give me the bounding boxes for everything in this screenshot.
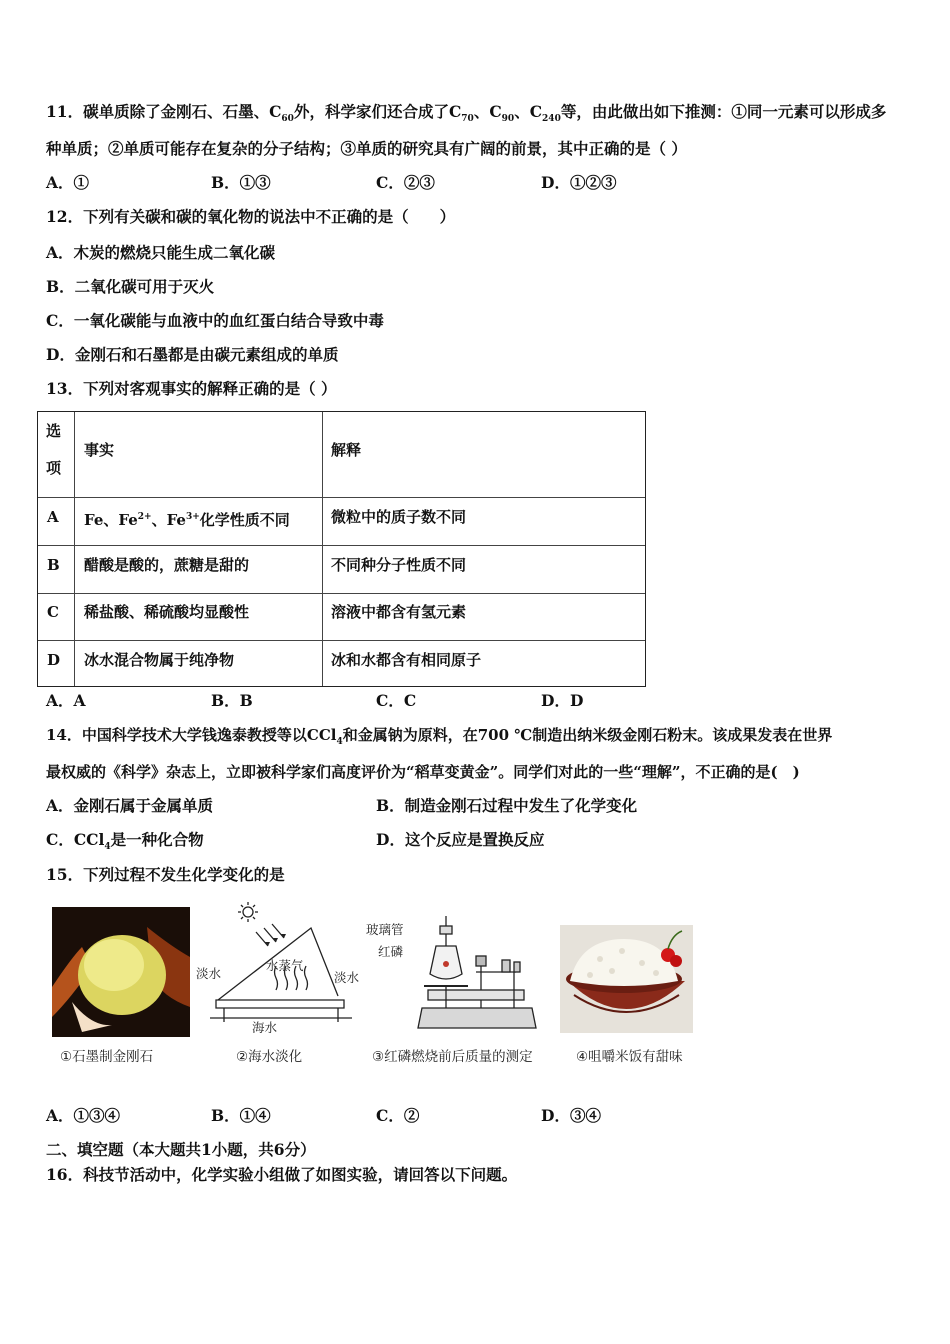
q11-sep: 、C: [473, 102, 502, 121]
q15-option-c[interactable]: C．②: [376, 1106, 420, 1125]
q15-option-b[interactable]: B．①④: [211, 1106, 271, 1125]
figure-rice-bowl: [560, 925, 693, 1033]
table-row-c-option: C: [47, 603, 59, 621]
table-row-b-option: B: [47, 556, 60, 574]
q13-table: [37, 411, 646, 687]
table-row-c-explanation: 溶液中都含有氢元素: [331, 603, 467, 621]
table-row-b-fact: 醋酸是酸的，蔗糖是甜的: [84, 556, 250, 574]
q11-option-c[interactable]: C．②③: [376, 173, 435, 192]
q14-option-d[interactable]: D．这个反应是置换反应: [376, 830, 545, 849]
q12-option-c[interactable]: C．一氧化碳能与血液中的血红蛋白结合导致中毒: [46, 311, 384, 330]
label-steam: 水蒸气: [266, 958, 304, 973]
q11-sub: 70: [461, 114, 474, 125]
q11-option-b[interactable]: B．①③: [211, 173, 271, 192]
label-seawater: 海水: [252, 1020, 278, 1035]
q12-option-a[interactable]: A．木炭的燃烧只能生成二氧化碳: [46, 243, 276, 262]
figure-phosphorus-balance: [366, 912, 546, 1040]
q14-optc-sub: 4: [104, 842, 111, 853]
fact-text: 、Fe: [151, 511, 186, 529]
q14-text-b: 和金属钠为原料，在700 ℃制造出纳米级金刚石粉末。该成果发表在世界: [342, 726, 833, 744]
rice-bowl-photo-icon: [560, 925, 693, 1033]
q11-text-b: 外，科学家们还合成了C: [293, 102, 462, 121]
label-red-phosphorus: 红磷: [378, 944, 404, 959]
q16-stem: 16．科技节活动中，化学实验小组做了如图实验，请回答以下问题。: [46, 1165, 518, 1184]
label-fresh-water-right: 淡水: [334, 970, 360, 985]
q12-option-d[interactable]: D．金刚石和石墨都是由碳元素组成的单质: [46, 345, 339, 364]
q15-stem: 15．下列过程不发生化学变化的是: [46, 865, 285, 884]
q15-option-a[interactable]: A．①③④: [46, 1106, 121, 1125]
q13-stem: 13．下列对客观事实的解释正确的是（ ）: [46, 379, 337, 398]
table-header-fact: 事实: [84, 441, 115, 459]
q11-sep: 、C: [514, 102, 543, 121]
figure-desalination: [196, 900, 366, 1038]
table-header-explanation: 解释: [331, 441, 362, 459]
q13-option-a[interactable]: A．A: [46, 691, 86, 710]
table-col-divider: [322, 412, 323, 686]
fact-sup: 2+: [137, 512, 152, 522]
figure-caption-4: ④咀嚼米饭有甜味: [576, 1049, 683, 1065]
q14-option-a[interactable]: A．金刚石属于金属单质: [46, 796, 214, 815]
table-row-divider: [38, 545, 645, 546]
q14-sub: 4: [336, 737, 343, 747]
q14-optc-text: 是一种化合物: [110, 830, 204, 849]
fact-text: Fe、Fe: [84, 511, 138, 529]
q14-text-a: 14．中国科学技术大学钱逸泰教授等以CCl: [46, 726, 337, 744]
q11-line1: [46, 102, 886, 129]
section-heading: 二、填空题（本大题共1小题，共6分）: [46, 1140, 316, 1159]
label-glass-tube: 玻璃管: [366, 922, 404, 937]
q11-sub: 90: [501, 114, 515, 125]
q14-line2: 最权威的《科学》杂志上，立即被科学家们高度评价为“稻草变黄金”。同学们对此的一些“理解”，不正确的是( ): [46, 763, 800, 781]
figure-caption-2: ②海水淡化: [236, 1049, 303, 1065]
table-row-b-explanation: 不同种分子性质不同: [331, 556, 467, 574]
table-row-divider: [38, 640, 645, 641]
q13-option-d[interactable]: D．D: [541, 691, 584, 710]
q14-optc-text: C．CCl: [46, 830, 105, 849]
q11-line2: 种单质；②单质可能存在复杂的分子结构；③单质的研究具有广阔的前景，其中正确的是（ ）: [46, 139, 687, 158]
q11-sub: 60: [281, 114, 294, 125]
table-row-c-fact: 稀盐酸、稀硫酸均显酸性: [84, 603, 250, 621]
q12-stem: 12．下列有关碳和碳的氧化物的说法中不正确的是（ ）: [46, 207, 456, 226]
table-row-d-explanation: 冰和水都含有相同原子: [331, 651, 482, 669]
fact-text: 化学性质不同: [199, 511, 290, 529]
table-row-a-option: A: [47, 508, 59, 526]
q11-option-a[interactable]: A．①: [46, 173, 90, 192]
figure-caption-3: ③红磷燃烧前后质量的测定: [372, 1049, 533, 1065]
table-header-option-a: 选: [46, 422, 62, 440]
q11-text-c: 等，由此做出如下推测：①同一元素可以形成多: [560, 102, 887, 121]
figure-graphite-diamond: [52, 907, 190, 1037]
q14-option-b[interactable]: B．制造金刚石过程中发生了化学变化: [376, 796, 638, 815]
table-row-d-option: D: [47, 651, 61, 669]
q11-text-a: 11．碳单质除了金刚石、石墨、C: [46, 102, 282, 121]
table-row-d-fact: 冰水混合物属于纯净物: [84, 651, 235, 669]
q15-option-d[interactable]: D．③④: [541, 1106, 601, 1125]
label-fresh-water-left: 淡水: [196, 966, 222, 981]
q14-option-c[interactable]: [46, 830, 204, 857]
q11-option-d[interactable]: D．①②③: [541, 173, 617, 192]
q14-line1: [46, 725, 832, 752]
table-row-a-fact: [84, 507, 290, 530]
table-header-option-b: 项: [46, 459, 62, 477]
q13-option-c[interactable]: C．C: [376, 691, 417, 710]
q13-option-b[interactable]: B．B: [211, 691, 253, 710]
table-row-divider: [38, 497, 645, 498]
figure-caption-1: ①石墨制金刚石: [60, 1049, 154, 1065]
table-col-divider: [74, 412, 75, 686]
diamond-photo-icon: [52, 907, 190, 1037]
fact-sup: 3+: [185, 512, 200, 522]
table-row-divider: [38, 593, 645, 594]
table-row-a-explanation: 微粒中的质子数不同: [331, 508, 467, 526]
q12-option-b[interactable]: B．二氧化碳可用于灭火: [46, 277, 215, 296]
q11-sub: 240: [542, 114, 561, 125]
